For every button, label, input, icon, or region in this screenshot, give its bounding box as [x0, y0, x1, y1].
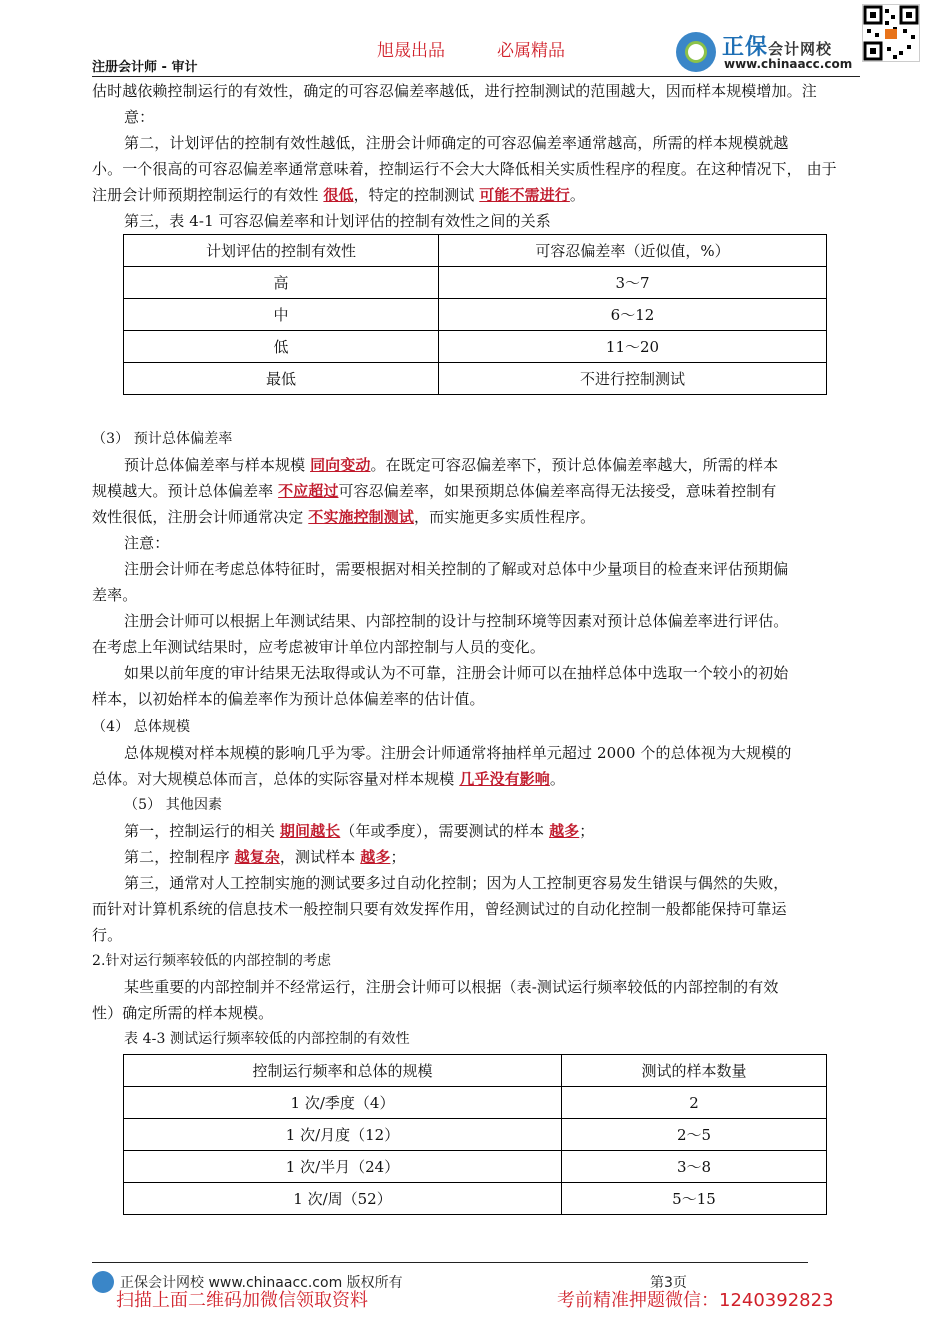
body-line: 而针对计算机系统的信息技术一般控制只要有效发挥作用，曾经测试过的自动化控制一般都能保持可靠运 — [92, 900, 787, 918]
table-header-cell: 控制运行频率和总体的规模 — [124, 1055, 562, 1087]
chinaacc-logo — [676, 30, 856, 74]
promo-wechat-text: 考前精准押题微信：1240392823 — [557, 1290, 834, 1311]
footer-rule — [92, 1262, 808, 1263]
frequency-table — [123, 1054, 827, 1215]
table-row: 高 3～7 — [124, 267, 827, 299]
table-row: 1 次/半月（24） 3～8 — [124, 1151, 827, 1183]
body-line: 规模越大。预计总体偏差率 不应超过可容忍偏差率，如果预期总体偏差率高得无法接受，意味着控制有 — [92, 482, 777, 500]
table-row: 1 次/月度（12） 2～5 — [124, 1119, 827, 1151]
table-caption: 第三，表 4-1 可容忍偏差率和计划评估的控制有效性之间的关系 — [124, 212, 551, 230]
body-line: 性）确定所需的样本规模。 — [92, 1004, 274, 1022]
table-row: 1 次/周（52） 5～15 — [124, 1183, 827, 1215]
table-row: 中 6～12 — [124, 299, 827, 331]
body-line: 总体。对大规模总体而言，总体的实际容量对样本规模 几乎没有影响。 — [92, 770, 565, 788]
section-heading: （4） 总体规模 — [92, 719, 191, 735]
body-line: 行。 — [92, 926, 123, 944]
highlight-text: 很低 — [323, 186, 354, 204]
table-header-cell: 可容忍偏差率（近似值，%） — [439, 235, 827, 267]
table-header-cell: 计划评估的控制有效性 — [124, 235, 439, 267]
promo-qr-text: 扫描上面二维码加微信领取资料 — [116, 1290, 368, 1311]
ribbon-right-text: 必属精品 — [497, 41, 565, 61]
footer-logo-icon — [92, 1271, 114, 1293]
qr-code-icon — [862, 4, 920, 62]
body-line: 注意： — [124, 534, 170, 552]
body-line: 注册会计师可以根据上年测试结果、内部控制的设计与控制环境等因素对预计总体偏差率进行评估。 — [124, 612, 789, 630]
body-line: 估时越依赖控制运行的有效性，确定的可容忍偏差率越低，进行控制测试的范围越大，因而样本规模增加。注 — [92, 82, 817, 100]
table-caption: 表 4-3 测试运行频率较低的内部控制的有效性 — [124, 1031, 410, 1047]
highlight-text: 不应超过 — [278, 482, 339, 500]
highlight-text: 期间越长 — [279, 822, 341, 840]
highlight-text: 越复杂 — [234, 848, 280, 866]
table-header-cell: 测试的样本数量 — [562, 1055, 827, 1087]
logo-name: 正保 — [722, 35, 769, 60]
highlight-text: 不实施控制测试 — [308, 508, 414, 526]
body-line: 第一，控制运行的相关 期间越长（年或季度），需要测试的样本 越多； — [124, 822, 595, 840]
body-line: 注册会计师在考虑总体特征时，需要根据对相关控制的了解或对总体中少量项目的检查来评估预期偏 — [124, 560, 789, 578]
body-line: 注册会计师预期控制运行的有效性 很低，特定的控制测试 可能不需进行。 — [92, 186, 585, 204]
table-row: 1 次/季度（4） 2 — [124, 1087, 827, 1119]
highlight-text: 可能不需进行 — [479, 186, 570, 204]
body-line: 样本，以初始样本的偏差率作为预计总体偏差率的估计值。 — [92, 690, 485, 708]
body-line: 如果以前年度的审计结果无法取得或认为不可靠，注册会计师可以在抽样总体中选取一个较小的初始 — [124, 664, 789, 682]
ribbon-left-text: 旭晟出品 — [377, 41, 445, 61]
logo-sub: 会计网校 — [768, 40, 833, 58]
body-line: 预计总体偏差率与样本规模 同向变动。在既定可容忍偏差率下，预计总体偏差率越大，所需的样本 — [124, 456, 779, 474]
body-line: 第二，控制程序 越复杂，测试样本 越多； — [124, 848, 406, 866]
section-title: 注册会计师 - 审计 — [92, 60, 198, 75]
body-line: 第三，通常对人工控制实施的测试要多过自动化控制；因为人工控制更容易发生错误与偶然的失败， — [124, 874, 789, 892]
body-line: 某些重要的内部控制并不经常运行，注册会计师可以根据（表-测试运行频率较低的内部控制的有效 — [124, 978, 779, 996]
tolerance-table — [123, 234, 827, 395]
highlight-text: 同向变动 — [310, 456, 371, 474]
logo-emblem-icon — [676, 32, 716, 72]
header-rule — [92, 76, 860, 77]
body-line: 效性很低，注册会计师通常决定 不实施控制测试，而实施更多实质性程序。 — [92, 508, 596, 526]
body-line: 小。一个很高的可容忍偏差率通常意味着，控制运行不会大大降低相关实质性程序的程度。在这种情况下， 由于 — [92, 160, 837, 178]
body-line: 总体规模对样本规模的影响几乎为零。注册会计师通常将抽样单元超过 2000 个的总体视为大规模的 — [124, 744, 792, 762]
body-line: 第二，计划评估的控制有效性越低，注册会计师确定的可容忍偏差率通常越高，所需的样本规模就越 — [124, 134, 789, 152]
body-line: 差率。 — [92, 586, 138, 604]
section-heading: 2.针对运行频率较低的内部控制的考虑 — [92, 953, 332, 969]
highlight-text: 越多 — [360, 848, 391, 866]
table-row: 最低 不进行控制测试 — [124, 363, 827, 395]
section-heading: （3） 预计总体偏差率 — [92, 431, 233, 447]
highlight-text: 几乎没有影响 — [459, 770, 550, 788]
body-line: 意： — [124, 108, 155, 126]
table-row: 低 11～20 — [124, 331, 827, 363]
highlight-text: 越多 — [549, 822, 580, 840]
footer-copyright: 正保会计网校 www.chinaacc.com 版权所有 — [120, 1275, 403, 1291]
logo-url: www.chinaacc.com — [724, 57, 853, 71]
body-line: 在考虑上年测试结果时，应考虑被审计单位内部控制与人员的变化。 — [92, 638, 546, 656]
page-number: 第3页 — [650, 1275, 687, 1291]
section-heading: （5） 其他因素 — [124, 797, 223, 813]
